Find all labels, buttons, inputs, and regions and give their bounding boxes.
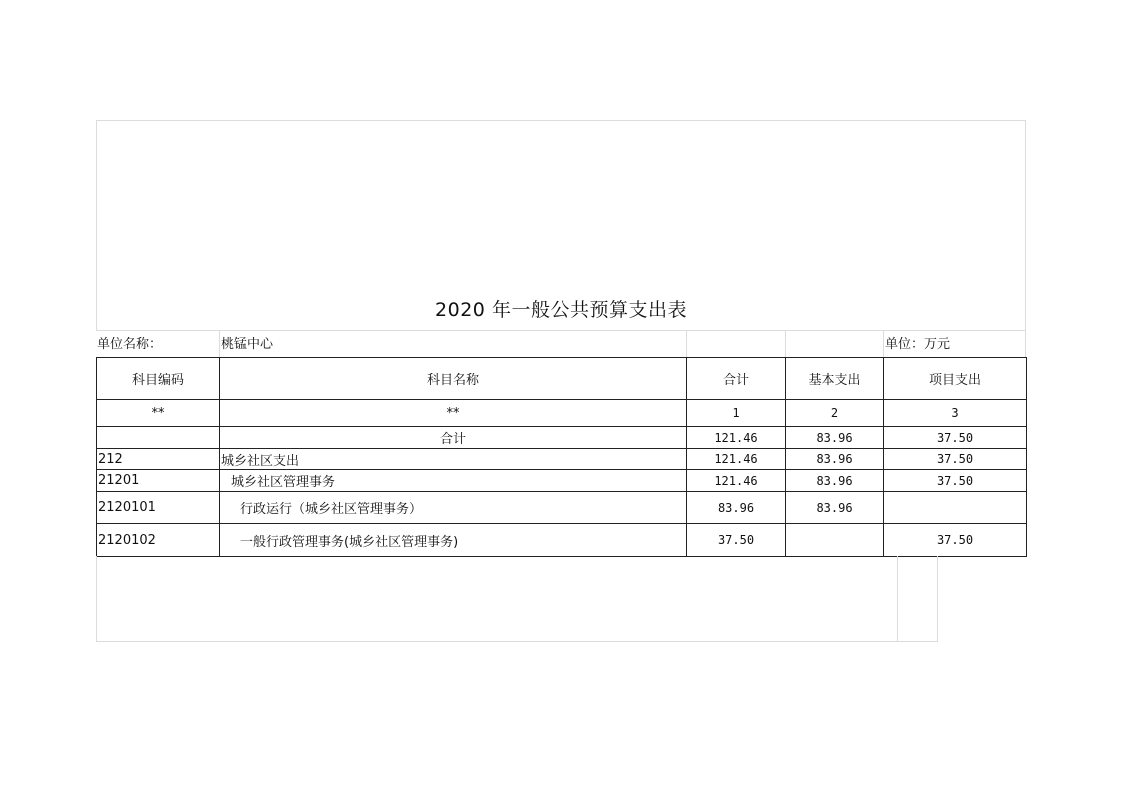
row-total: 37.50: [687, 524, 786, 557]
row-total: 121.46: [687, 449, 786, 470]
header-basic: 基本支出: [786, 358, 884, 400]
row-basic: 83.96: [786, 449, 884, 470]
table-row: [97, 470, 1027, 492]
table-row: [97, 492, 1027, 524]
row-code: 212: [97, 449, 220, 470]
row-project: 37.50: [884, 524, 1027, 557]
unit-label: 单位：万元: [885, 337, 951, 352]
table-title: 2020 年一般公共预算支出表: [435, 299, 687, 321]
index-total: 1: [687, 400, 786, 427]
header-code: 科目编码: [97, 358, 220, 400]
index-project: 3: [884, 400, 1027, 427]
row-project: 37.50: [884, 470, 1027, 492]
row-name: 城乡社区支出: [220, 449, 687, 470]
row-name: 一般行政管理事务(城乡社区管理事务): [220, 524, 687, 557]
row-basic: 83.96: [786, 470, 884, 492]
row-total: 121.46: [687, 470, 786, 492]
row-code: [97, 427, 220, 449]
header-project: 项目支出: [884, 358, 1027, 400]
row-total: 83.96: [687, 492, 786, 524]
row-basic: 83.96: [786, 427, 884, 449]
cell-divider: [686, 331, 687, 358]
org-value: 桃锰中心: [221, 337, 274, 352]
table-row: [97, 524, 1027, 557]
org-label: 单位名称：: [97, 337, 163, 352]
budget-table: [96, 357, 1027, 557]
header-total: 合计: [687, 358, 786, 400]
index-code: **: [97, 400, 220, 427]
row-name: 行政运行（城乡社区管理事务）: [220, 492, 687, 524]
table-row: [97, 427, 1027, 449]
header-name: 科目名称: [220, 358, 687, 400]
header-row: [97, 358, 1027, 400]
row-name: 城乡社区管理事务: [220, 470, 687, 492]
index-row: [97, 400, 1027, 427]
row-project: [884, 492, 1027, 524]
cell-divider: [883, 331, 884, 358]
row-name: 合计: [220, 427, 687, 449]
row-basic: 83.96: [786, 492, 884, 524]
row-code: 2120102: [97, 524, 220, 557]
row-project: 37.50: [884, 427, 1027, 449]
table-row: [97, 449, 1027, 470]
row-total: 121.46: [687, 427, 786, 449]
index-basic: 2: [786, 400, 884, 427]
sheet-frame-divider: [897, 556, 898, 642]
sheet-frame-bottom: [96, 556, 938, 642]
row-code: 2120101: [97, 492, 220, 524]
index-name: **: [220, 400, 687, 427]
row-project: 37.50: [884, 449, 1027, 470]
unit-info-row: [96, 330, 1026, 358]
row-code: 21201: [97, 470, 220, 492]
row-basic: [786, 524, 884, 557]
cell-divider: [219, 331, 220, 358]
cell-divider: [785, 331, 786, 358]
